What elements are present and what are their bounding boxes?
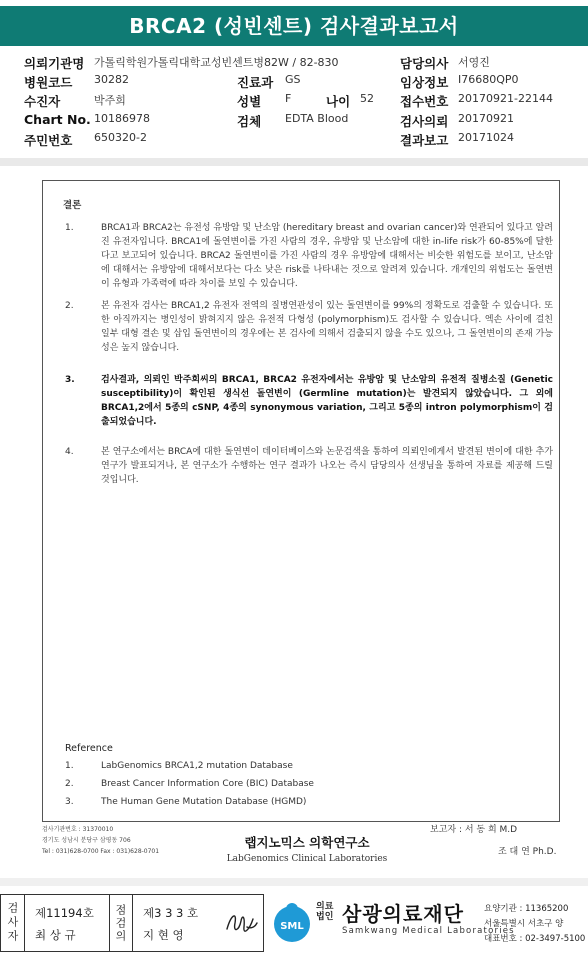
reference-text: LabGenomics BRCA1,2 mutation Database bbox=[101, 761, 293, 771]
reference-text: The Human Gene Mutation Database (HGMD) bbox=[101, 797, 307, 807]
meta-value: GS bbox=[285, 73, 301, 86]
lab-info-line: 검사기관번호 : 31370010 bbox=[42, 826, 114, 833]
meta-value: 10186978 bbox=[94, 112, 150, 125]
inspector-license: 제11194호 bbox=[35, 906, 94, 920]
item-number: 2. bbox=[65, 301, 74, 311]
meta-value: 박주희 bbox=[94, 94, 126, 107]
item-number: 1. bbox=[65, 223, 74, 233]
meta-value: 20170921 bbox=[458, 112, 514, 125]
org-contact bbox=[484, 902, 588, 947]
meta-value: F bbox=[285, 92, 292, 105]
item-number: 4. bbox=[65, 447, 74, 457]
meta-value: 52 bbox=[360, 92, 374, 105]
inspector-label bbox=[1, 895, 25, 951]
meta-label: 결과보고 bbox=[400, 133, 449, 148]
signature bbox=[223, 905, 259, 941]
contact-line: 요양기관 : 11365200 bbox=[484, 904, 569, 914]
reference-number: 2. bbox=[65, 779, 74, 789]
meta-label: 병원코드 bbox=[24, 75, 73, 90]
meta-label: 수진자 bbox=[24, 94, 61, 109]
reviewer-label bbox=[109, 895, 133, 951]
item-text: BRCA1과 BRCA2는 유전성 유방암 및 난소암 (hereditary breast and ovarian cancer)와 연관되어 있다고 알려진 유전자입니다. BRCA1에 돌연변이를 가진 사람의 경우, 유방암 및 난소암에 대한 in-life risk가 60-85%에 달한다고 보고되어 있습니다. BRCA2 돌연변이를 가진 사람의 경우 유방암에 대해서는 비슷한 위험도를 보이고, 난소암에 대해서는 유방암에 대해서보다는 다소 낮은 risk를 나타내는 것으로 알려져 있습니다. 개개인의 위험도는 돌연변이 유형과 가족력에 따라 차이를 보일 수 있습니다. bbox=[101, 223, 553, 289]
meta-label: 나이 bbox=[326, 94, 351, 109]
page-title: BRCA2 (성빈센트) 검사결과보고서 bbox=[0, 6, 588, 46]
conclusion-heading: 결론 bbox=[63, 200, 82, 211]
meta-label: 담당의사 bbox=[400, 56, 449, 71]
meta-value: 20171024 bbox=[458, 131, 514, 144]
lab-name bbox=[222, 834, 392, 866]
reference-item bbox=[65, 779, 545, 793]
meta-label: 성별 bbox=[237, 94, 262, 109]
report-page bbox=[42, 180, 560, 822]
meta-label: 검사의뢰 bbox=[400, 114, 449, 129]
reference-number: 3. bbox=[65, 797, 74, 807]
contact-line: 대표번호 : 02-3497-5100 bbox=[484, 934, 586, 944]
reviewer-license: 제3 3 3 호 bbox=[143, 906, 199, 920]
org-name: 삼광의료재단 bbox=[342, 902, 464, 926]
reviewer-name: 지 현 영 bbox=[143, 928, 184, 942]
reporter-line: 보고자 : 서 동 희 M.D bbox=[430, 825, 518, 835]
lab-info-line: Tel : 031)628-0700 Fax : 031)628-0701 bbox=[42, 848, 160, 855]
contact-line: 서울특별시 서초구 양 bbox=[484, 919, 564, 929]
patient-info bbox=[0, 50, 588, 154]
reference-heading: Reference bbox=[65, 743, 113, 754]
sml-logo-icon bbox=[270, 900, 314, 944]
meta-label: 주민번호 bbox=[24, 133, 73, 148]
meta-label: 접수번호 bbox=[400, 94, 449, 109]
meta-value: EDTA Blood bbox=[285, 112, 349, 125]
reviewer-label-text: 점검의 bbox=[114, 903, 127, 943]
reference-item bbox=[65, 761, 545, 775]
org-block bbox=[270, 896, 588, 954]
item-text: 검사결과, 의뢰인 박주희씨의 BRCA1, BRCA2 유전자에서는 유방암 및 난소암의 유전적 질병소질 (Genetic susceptibility)이 확인된 생식선 돌연변이 (Germline mutation)는 발견되지 않았습니다. 그 외에 BRCA1,2에서 5종의 cSNP, 4종의 synonymous variation, 그리고 5종의 intron polymorphism이 검출되었습니다. bbox=[101, 375, 553, 427]
inspector-label-text: 검사자 bbox=[6, 902, 19, 944]
meta-value: 서영진 bbox=[458, 56, 490, 69]
meta-value: I76680QP0 bbox=[458, 73, 519, 86]
item-text: 본 연구소에서는 BRCA에 대한 돌연변이 데이터베이스와 논문검색을 통하여 의뢰인에게서 발견된 변이에 대한 추가 연구가 발표되거나, 본 연구소가 수행하는 연구 결과가 나오는 즉시 담당의사 선생님을 통하여 자료를 제공해 드릴 것입니다. bbox=[101, 447, 553, 485]
meta-row-4 bbox=[0, 112, 588, 129]
meta-row-3 bbox=[0, 92, 588, 109]
logo-text: SML bbox=[280, 921, 304, 932]
reference-number: 1. bbox=[65, 761, 74, 771]
meta-value: 30282 bbox=[94, 73, 129, 86]
meta-value: 가톨릭학원가톨릭대학교성빈센트병82W / 82-830 bbox=[94, 56, 339, 69]
inspector-name: 최 상 규 bbox=[35, 928, 76, 942]
section-divider bbox=[0, 158, 588, 166]
reference-text: Breast Cancer Information Core (BIC) Database bbox=[101, 779, 314, 789]
reporter-line: 조 대 연 Ph.D. bbox=[498, 847, 557, 857]
reporters bbox=[430, 824, 560, 868]
meta-label: 검체 bbox=[237, 114, 262, 129]
meta-row-1 bbox=[0, 54, 588, 71]
lab-address bbox=[42, 824, 242, 857]
meta-label: Chart No. bbox=[24, 112, 91, 127]
meta-label: 진료과 bbox=[237, 75, 274, 90]
meta-row-5 bbox=[0, 131, 588, 148]
reference-item bbox=[65, 797, 545, 811]
item-text: 본 유전자 검사는 BRCA1,2 유전자 전역의 질병연관성이 있는 돌연변이를 99%의 정확도로 검출할 수 있습니다. 또한 아직까지는 병인성이 밝혀지지 않은 유전적 다형성 (polymorphism)도 검사할 수 있습니다. 엑손 사이에 걸친 일부 대형 결손 및 삽입 돌연변이의 경우에는 본 검사에 의해서 검출되지 않을 수도 있으나, 그 돌연변이의 존재 가능성은 높지 않습니다. bbox=[101, 301, 553, 353]
meta-label: 의뢰기관명 bbox=[24, 56, 85, 71]
item-number: 3. bbox=[65, 375, 75, 385]
lab-name-korean: 랩지노믹스 의학연구소 bbox=[244, 835, 370, 850]
org-corp-type: 의료법인 bbox=[316, 902, 334, 922]
lab-info-line: 경기도 성남시 분당구 삼평동 706 bbox=[42, 837, 131, 844]
meta-value: 20170921-22144 bbox=[458, 92, 553, 105]
meta-value: 650320-2 bbox=[94, 131, 147, 144]
signature-box bbox=[0, 894, 264, 952]
meta-row-2 bbox=[0, 73, 588, 90]
footer-divider bbox=[0, 878, 588, 886]
lab-name-english: LabGenomics Clinical Laboratories bbox=[226, 854, 388, 864]
meta-label: 임상정보 bbox=[400, 75, 449, 90]
org-name-english: Samkwang Medical Laboratories bbox=[342, 926, 515, 936]
